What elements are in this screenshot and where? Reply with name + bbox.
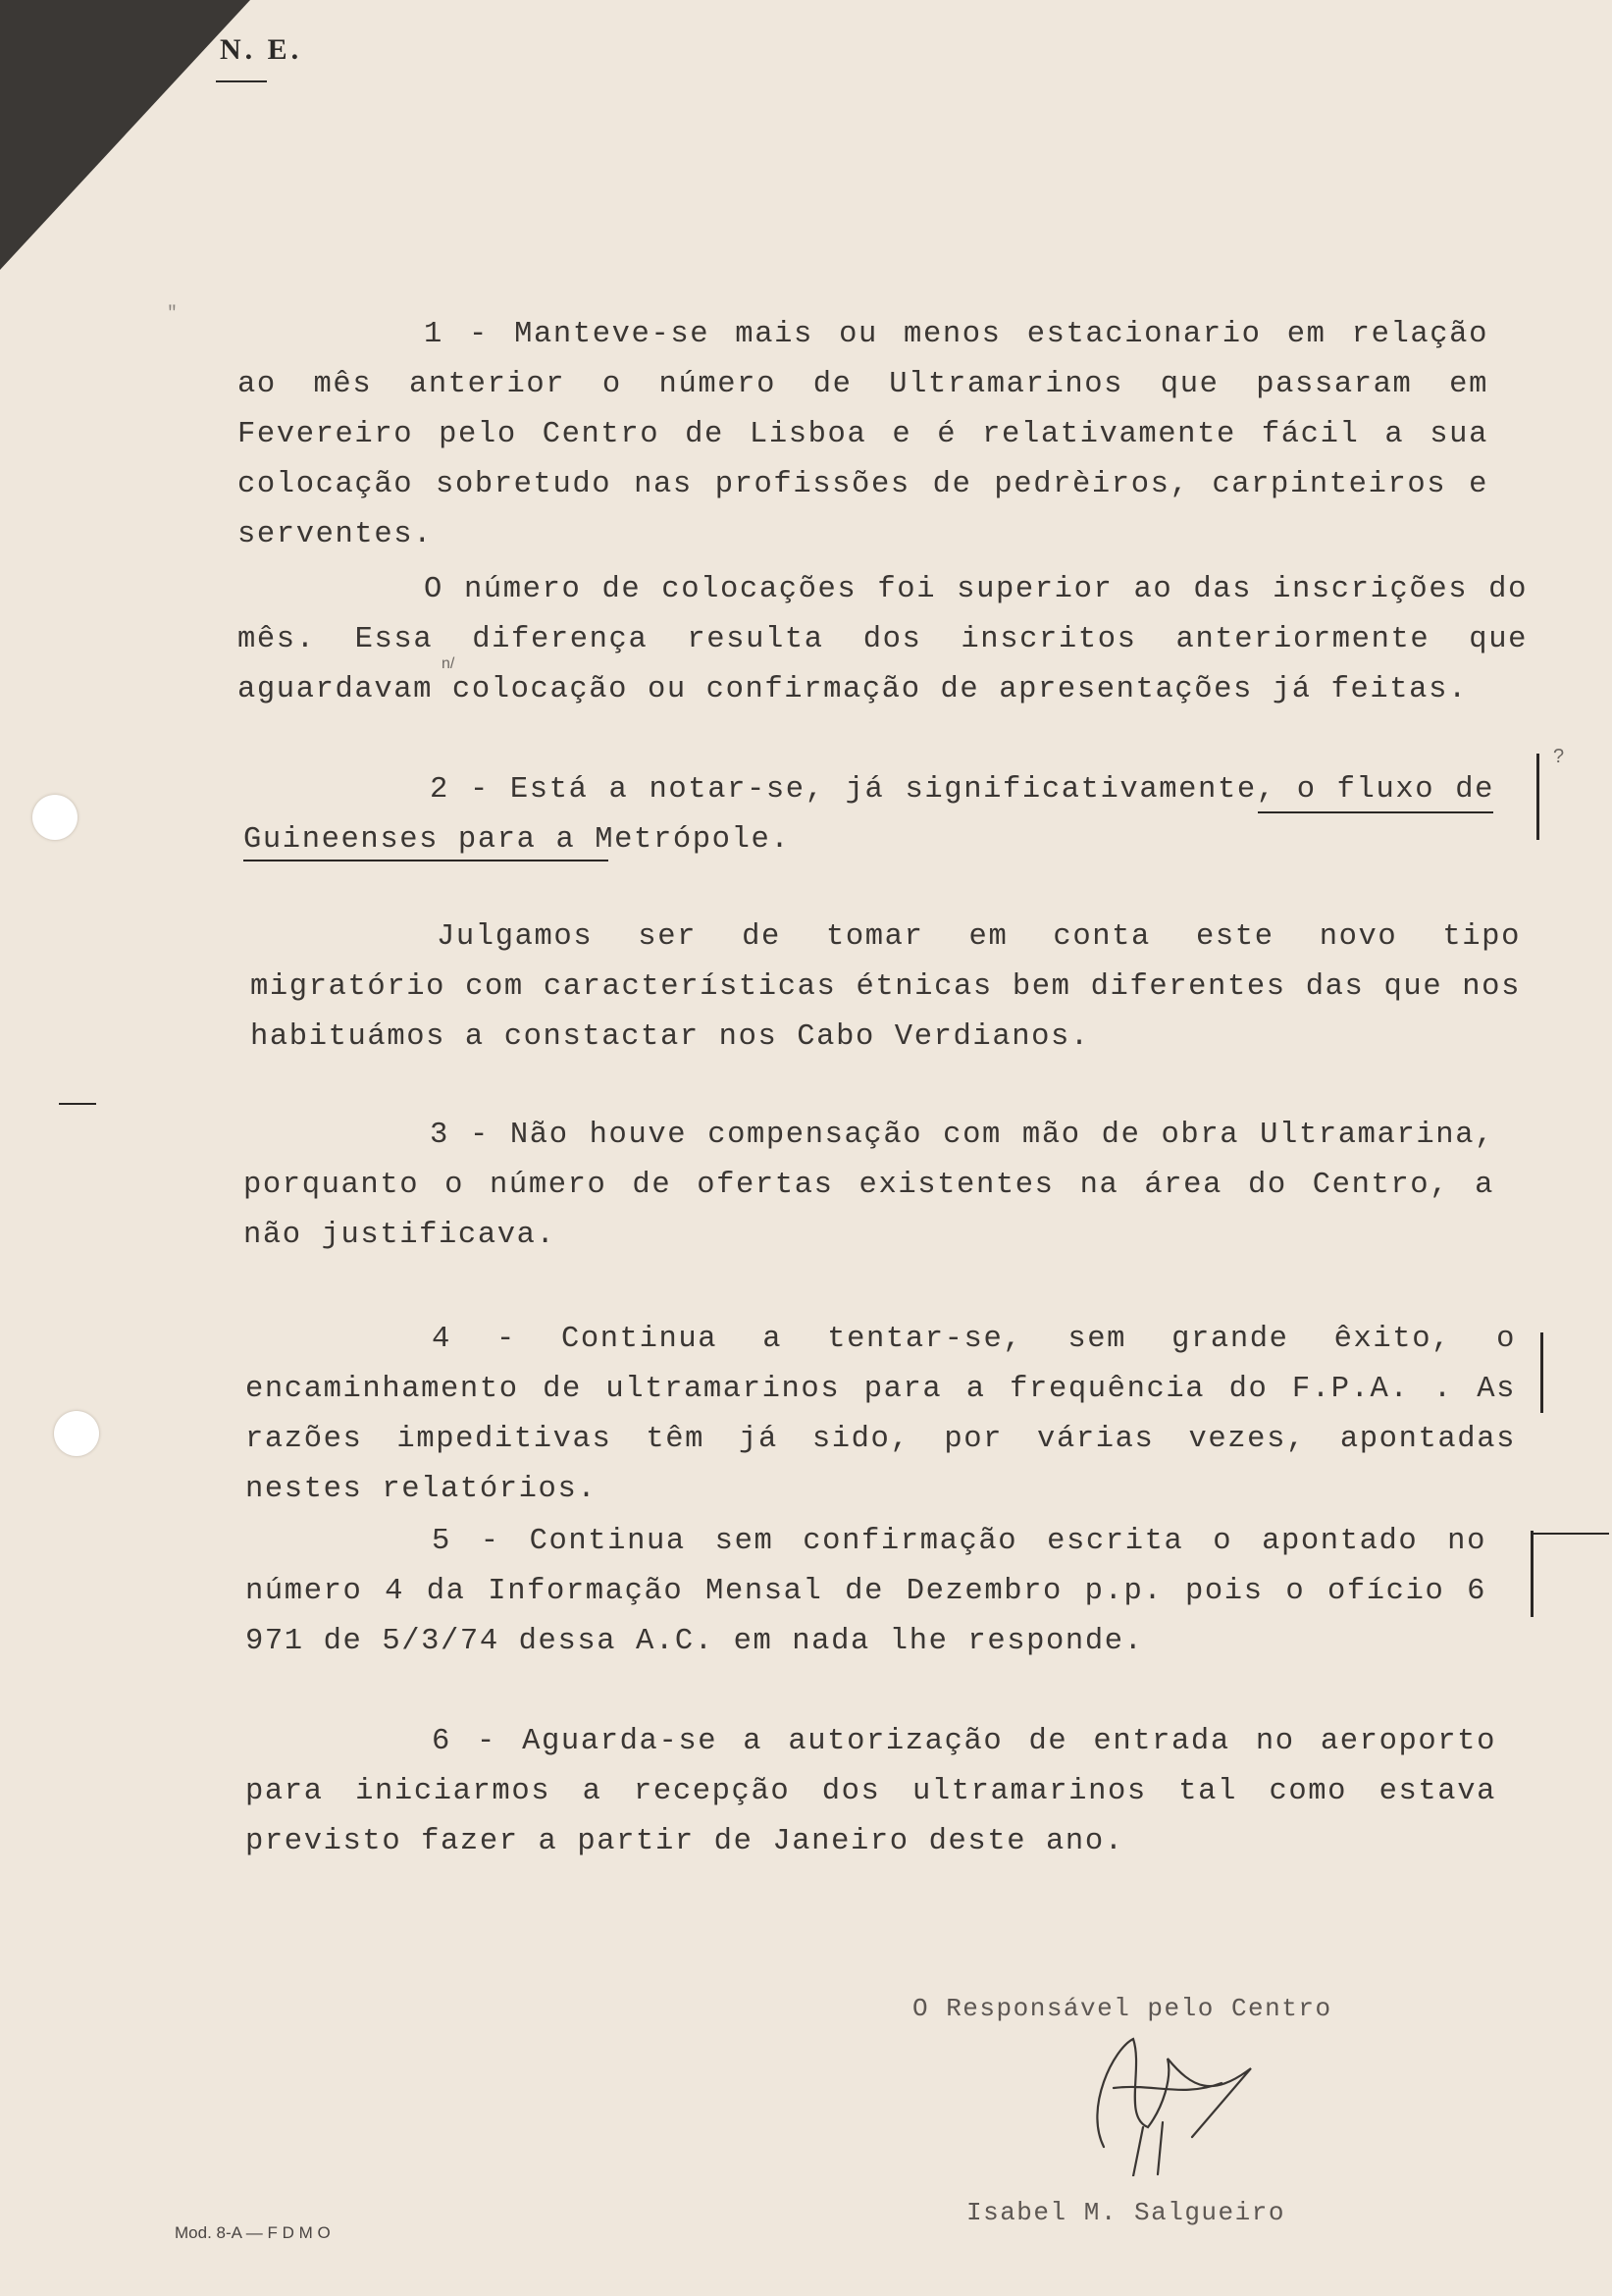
paragraph-2b: Julgamos ser de tomar em conta este novo tipo migratório com características étnicas bem diferentes das que nos habituámos a constactar nos Cabo Verdianos. (250, 920, 1521, 1054)
underline-guineenses (243, 860, 608, 861)
fold-mark (59, 1103, 96, 1105)
correction-mark: n/ (442, 655, 455, 672)
handwritten-signature (1074, 2029, 1300, 2176)
paragraph-1: 1 - Manteve-se mais ou menos estacionario em relação ao mês anterior o número de Ultramarinos que passaram em Fevereiro pelo Centro de Lisboa e é relativamente fácil a sua colocação sobretudo nas profissões de pedrèiros, carpinteiros e serventes. (237, 318, 1488, 551)
header-mark: N. E. (220, 33, 303, 66)
punch-hole-bottom (54, 1411, 99, 1456)
header-mark-underline (216, 80, 267, 82)
signatory-title: O Responsável pelo Centro (912, 1994, 1332, 2023)
margin-bar-5 (1531, 1531, 1534, 1617)
paragraph-6: 6 - Aguarda-se a autorização de entrada no aeroporto para iniciarmos a recepção dos ultramarinos tal como estava previsto fazer a partir de Janeiro deste ano. (245, 1725, 1496, 1858)
signatory-name: Isabel M. Salgueiro (966, 2198, 1285, 2227)
paragraph-3: 3 - Não houve compensação com mão de obra Ultramarina, porquanto o número de ofertas existentes na área do Centro, a não justificava. (243, 1119, 1494, 1252)
folded-corner (0, 0, 250, 270)
margin-dash-5 (1531, 1533, 1609, 1535)
margin-bar-4 (1540, 1332, 1543, 1413)
underline-fluxo (1258, 811, 1493, 813)
form-code: Mod. 8-A — F D M O (175, 2223, 331, 2242)
paragraph-4: 4 - Continua a tentar-se, sem grande êxito, o encaminhamento de ultramarinos para a frequência do F.P.A. . As razões impeditivas têm já sido, por várias vezes, apontadas nestes relatórios. (245, 1323, 1516, 1506)
paragraph-2: 2 - Está a notar-se, já significativamente, o fluxo de Guineenses para a Metrópole. (243, 773, 1494, 857)
margin-note-pencil: ? (1553, 746, 1565, 767)
paper-speck: " (167, 304, 178, 324)
margin-bar-2 (1536, 754, 1539, 840)
paragraph-5: 5 - Continua sem confirmação escrita o apontado no número 4 da Informação Mensal de Dezembro p.p. pois o ofício 6 971 de 5/3/74 dessa A.C. em nada lhe responde. (245, 1525, 1486, 1658)
punch-hole-top (32, 795, 78, 840)
paragraph-1b: O número de colocações foi superior ao das inscrições do mês. Essa diferença resulta dos inscritos anteriormente que aguardavam colocação ou confirmação de apresentações já feitas. (237, 573, 1528, 706)
